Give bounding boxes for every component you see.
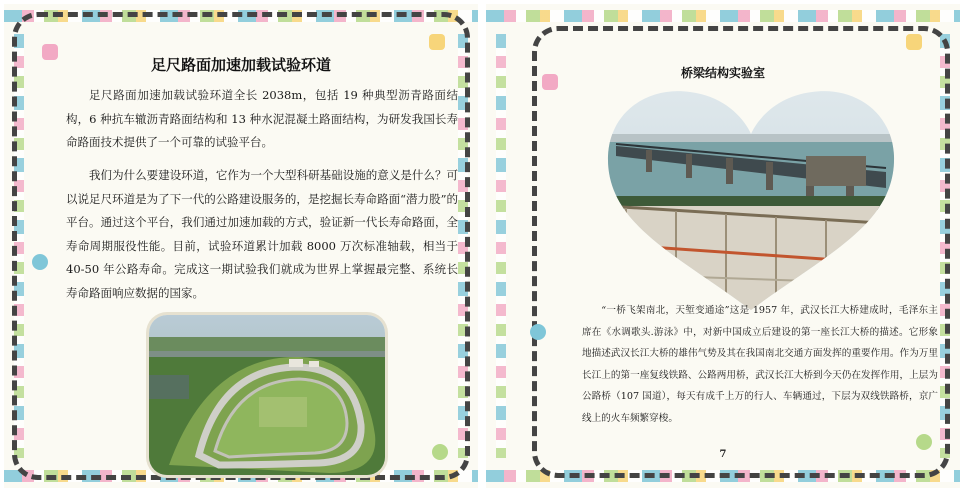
decorative-left-border (496, 34, 506, 458)
traffic-sign-icon (32, 254, 48, 270)
test-track-aerial-photo (149, 315, 385, 475)
page-title: 足尺路面加速加载试验环道 (150, 56, 331, 74)
traffic-light-icon (906, 34, 922, 50)
paragraph: 足尺路面加速加载试验环道全长 2038m，包括 19 种典型沥青路面结构，6 种抗车辙沥青路面结构和 13 种水泥混凝土路面结构，为研发我国长寿命路面技术提供了一个可靠的试验平台。 (66, 88, 458, 149)
left-page (4, 4, 478, 488)
right-page (486, 4, 960, 488)
wheel-sticker-icon (432, 444, 448, 460)
page-number: 7 (719, 449, 727, 460)
wheel-sticker-icon (916, 434, 932, 450)
paragraph: “一桥飞架南北，天堑变通途”这是 1957 年，武汉长江大桥建成时，毛泽东主席在《水调歌头.游泳》中，对新中国成立后建设的第一座长江大桥的描述。它形象地描述武汉长江大桥的雄伟气势及其在我国南北交通方面发挥的重要作用。作为万里长江上的第一座复线铁路、公路两用桥，武汉长江大桥到今天仍在发挥作用，上层为公路桥（107 国道），每天有成千上万的行人、车辆通过，下层为双线铁路桥，京广线上的火车频繁穿梭。 (582, 305, 938, 424)
traffic-sign-icon (530, 324, 546, 340)
bridge-heart-photo (606, 84, 896, 312)
page-title: 桥梁结构实验室 (680, 66, 765, 80)
decorative-top-border (486, 10, 960, 22)
paragraph: 我们为什么要建设环道，它作为一个大型科研基础设施的意义是什么？可以说足尺环道是为了下一代的公路建设服务的，是挖掘长寿命路面“潜力股”的平台。通过这个平台，我们通过加速加载的方式，验证新一代长寿命路面，全寿命周期服役性能。目前，试验环道累计加载 8000 万次标准轴载，相当于 40-50 年公路寿命。完成这一期试验我们就成为世界上掌握最完整、系统长寿命路面响应数据的国家。 (66, 168, 458, 300)
traffic-light-icon (429, 34, 445, 50)
